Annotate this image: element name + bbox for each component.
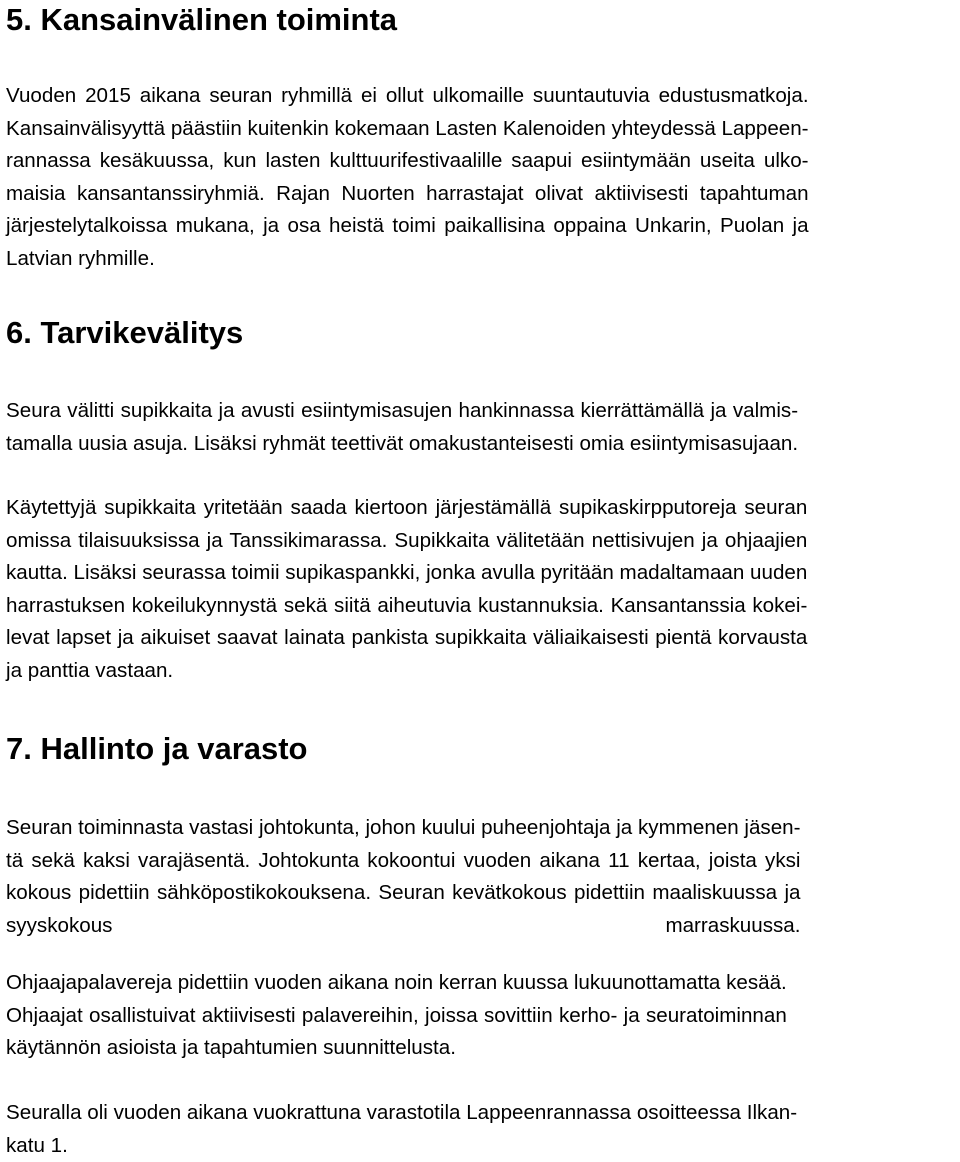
text-line: käytännön asioista ja tapahtumien suunnittelusta. — [6, 1032, 787, 1065]
text-line: harrastuksen kokeilukynnystä sekä siitä aiheutuvia kustannuksia. Kansantanssia kokei- — [6, 590, 807, 623]
text-line: Seura välitti supikkaita ja avusti esiintymisasujen hankinnassa kierrättämällä ja valmis- — [6, 395, 798, 428]
text-line: Käytettyjä supikkaita yritetään saada kiertoon järjestämällä supikaskirpputoreja seuran — [6, 492, 807, 525]
section-heading-7: 7. Hallinto ja varasto — [6, 731, 308, 767]
text-line: Seuran toiminnasta vastasi johtokunta, johon kuului puheenjohtaja ja kymmenen jäsen- — [6, 812, 801, 845]
paragraph-storage — [6, 1097, 797, 1162]
text-line: järjestelytalkoissa mukana, ja osa heistä toimi paikallisina oppaina Unkarin, Puolan ja — [6, 210, 809, 243]
text-line: kokous pidettiin sähköpostikokouksena. Seuran kevätkokous pidettiin maaliskuussa ja — [6, 877, 801, 910]
text-line: katu 1. — [6, 1130, 797, 1162]
paragraph-board — [6, 812, 801, 942]
text-line: tä sekä kaksi varajäsentä. Johtokunta kokoontui vuoden aikana 11 kertaa, joista yksi — [6, 845, 801, 878]
paragraph-international — [6, 80, 809, 275]
text-line: Ohjaajapalavereja pidettiin vuoden aikana noin kerran kuussa lukuunottamatta kesää. — [6, 967, 787, 1000]
text-line: Vuoden 2015 aikana seuran ryhmillä ei ollut ulkomaille suuntautuvia edustusmatkoja. — [6, 80, 809, 113]
text-line: maisia kansantanssiryhmiä. Rajan Nuorten harrastajat olivat aktiivisesti tapahtuman — [6, 178, 809, 211]
paragraph-costume-bank — [6, 492, 807, 687]
text-line: omissa tilaisuuksissa ja Tanssikimarassa. Supikkaita välitetään nettisivujen ja ohjaajien — [6, 525, 807, 558]
text-line: Ohjaajat osallistuivat aktiivisesti palavereihin, joissa sovittiin kerho- ja seuratoiminnan — [6, 1000, 787, 1033]
paragraph-costume-exchange — [6, 395, 798, 460]
paragraph-instructors — [6, 967, 787, 1065]
text-line: Latvian ryhmille. — [6, 243, 809, 276]
text-line: rannassa kesäkuussa, kun lasten kulttuurifestivaalille saapui esiintymään useita ulko- — [6, 145, 809, 178]
section-heading-5: 5. Kansainvälinen toiminta — [6, 2, 397, 38]
text-line: kautta. Lisäksi seurassa toimii supikaspankki, jonka avulla pyritään madaltamaan uuden — [6, 557, 807, 590]
text-line: tamalla uusia asuja. Lisäksi ryhmät teettivät omakustanteisesti omia esiintymisasujaan. — [6, 428, 798, 461]
text-line: ja panttia vastaan. — [6, 655, 807, 688]
text-line: levat lapset ja aikuiset saavat lainata pankista supikkaita väliaikaisesti pientä korvausta — [6, 622, 807, 655]
text-line: syyskokous marraskuussa. — [6, 910, 801, 943]
text-line: Seuralla oli vuoden aikana vuokrattuna varastotila Lappeenrannassa osoitteessa Ilkan- — [6, 1097, 797, 1130]
section-heading-6: 6. Tarvikevälitys — [6, 315, 243, 351]
text-line: Kansainvälisyyttä päästiin kuitenkin kokemaan Lasten Kalenoiden yhteydessä Lappeen- — [6, 113, 809, 146]
